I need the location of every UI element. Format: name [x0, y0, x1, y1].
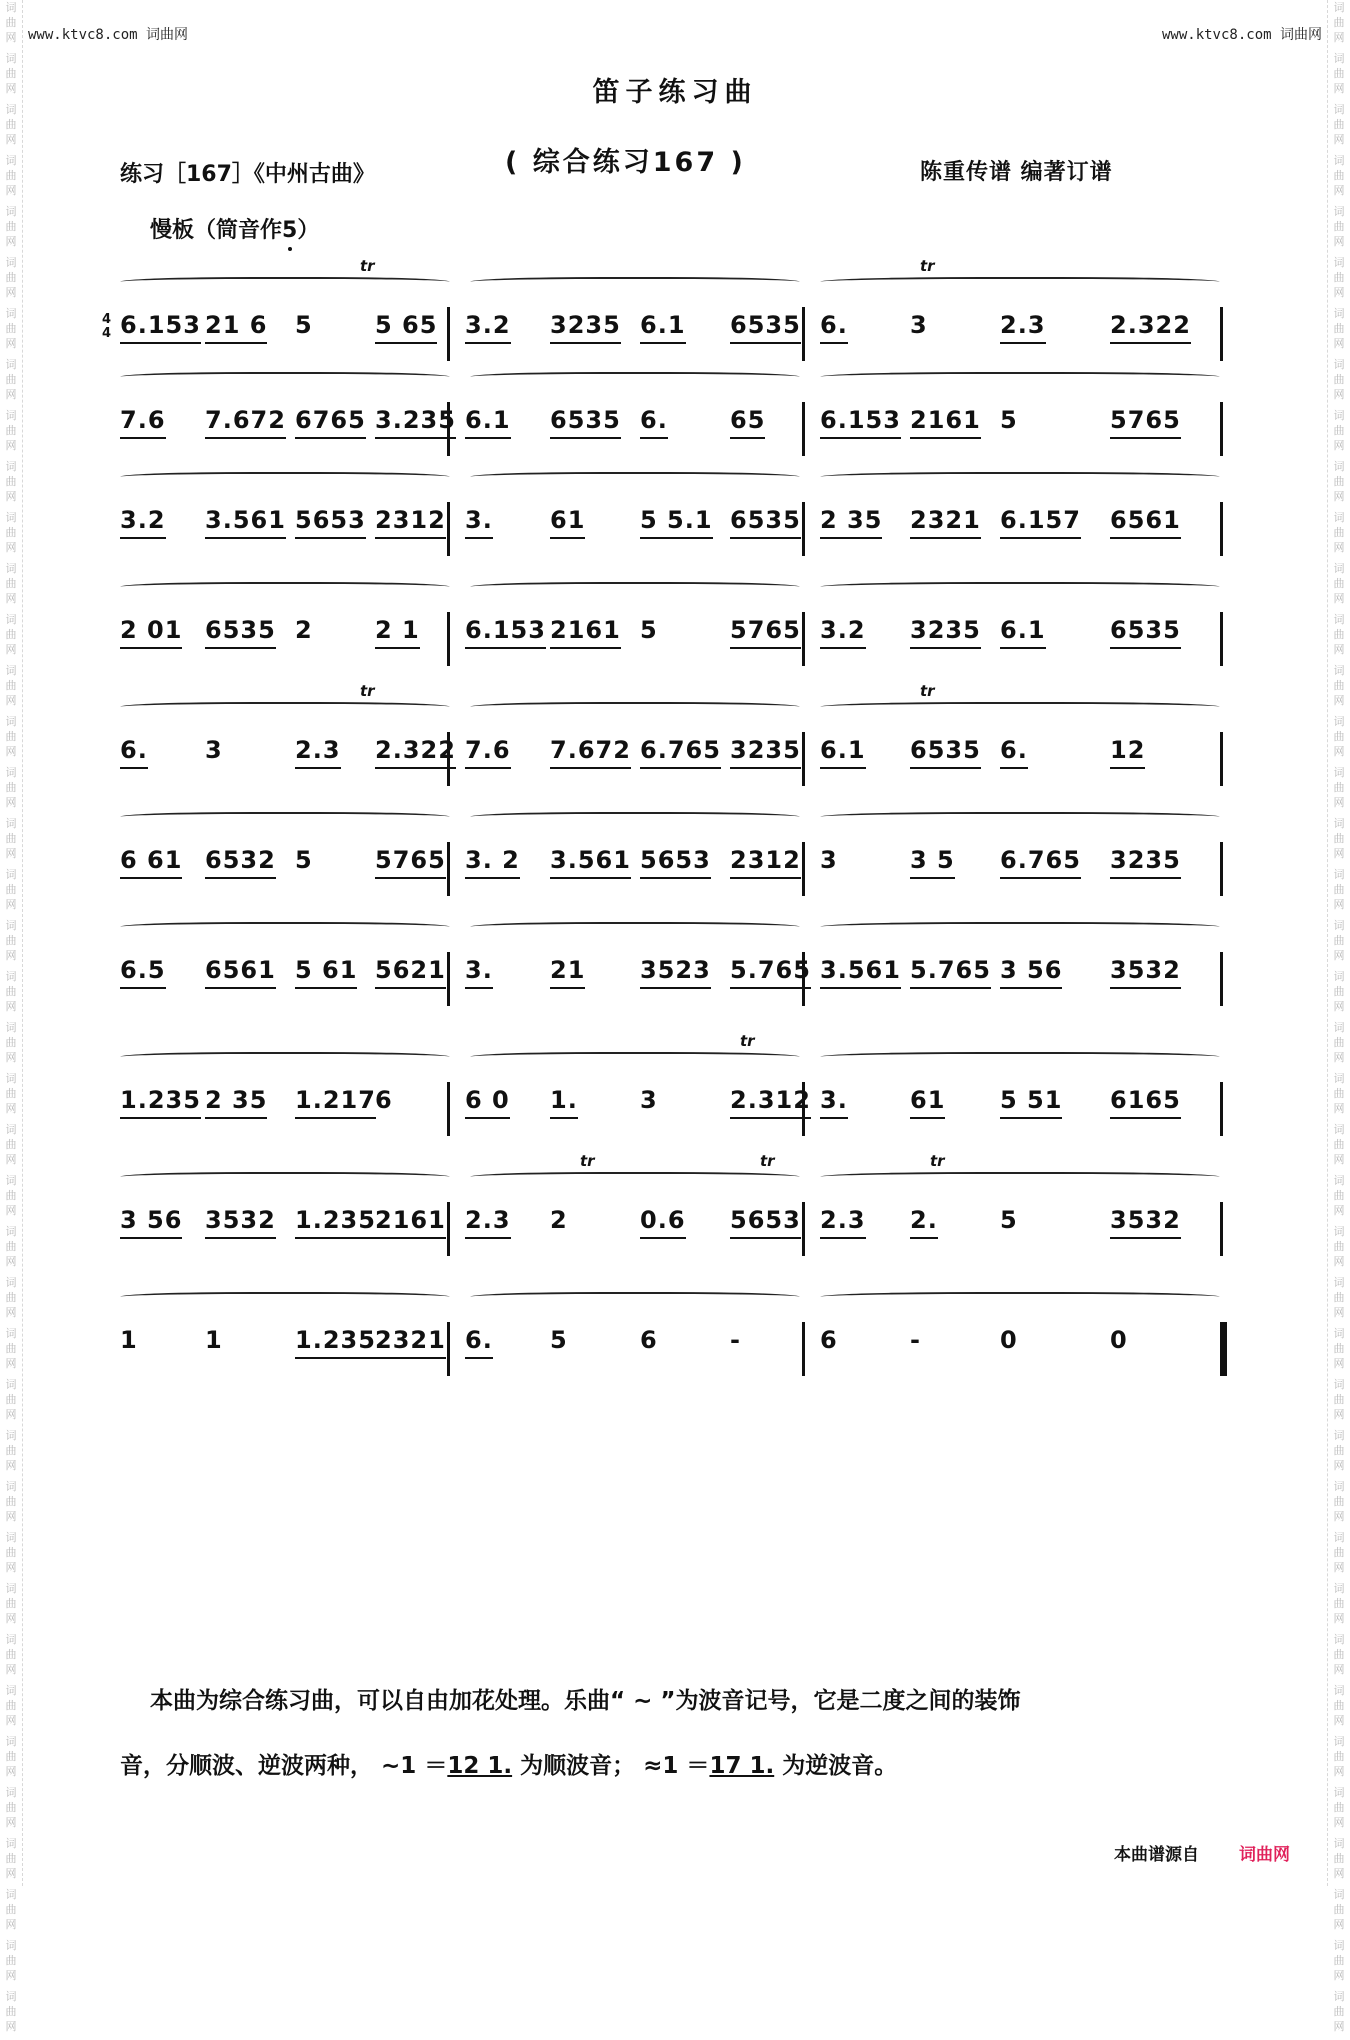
note-group: 6.157	[1000, 506, 1081, 534]
note-group: 1	[205, 1326, 223, 1354]
note-group: 3. 2	[465, 846, 520, 874]
note-group: 21	[550, 956, 586, 984]
note-group: 6.5	[120, 956, 166, 984]
note-group: 5765	[730, 616, 801, 644]
note-group: 7.672	[550, 736, 631, 764]
note-group: 61	[550, 506, 586, 534]
phrase-slur	[820, 582, 1220, 594]
eq1-lhs: 1	[400, 1753, 417, 1779]
barline	[1220, 732, 1223, 786]
score-row	[120, 790, 1228, 900]
note-group: 3	[910, 311, 928, 339]
note-group: 2	[295, 616, 313, 644]
explanation-line-1: 本曲为综合练习曲，可以自由加花处理。乐曲“ ~ ”为波音记号，它是二度之间的装饰	[150, 1688, 1021, 1714]
note-group: 5	[550, 1326, 568, 1354]
note-group: 6561	[205, 956, 276, 984]
footer-source: 本曲谱源自	[1114, 1845, 1199, 1865]
phrase-slur	[470, 472, 800, 484]
note-group: 7.6	[120, 406, 166, 434]
phrase-slur	[820, 1292, 1220, 1304]
phrase-slur	[120, 1292, 450, 1304]
note-group: 6	[640, 1326, 658, 1354]
phrase-slur	[820, 812, 1220, 824]
note-group: 3.2	[820, 616, 866, 644]
phrase-slur	[120, 702, 450, 714]
note-group: 2	[550, 1206, 568, 1234]
note-group: 6.	[1000, 736, 1028, 764]
barline	[447, 1322, 450, 1376]
note-group: 6 61	[120, 846, 183, 874]
phrase-slur	[470, 1172, 800, 1184]
phrase-slur	[820, 1052, 1220, 1064]
note-group: 0	[1000, 1326, 1018, 1354]
phrase-slur	[470, 1292, 800, 1304]
trill-mark: tr	[760, 1152, 775, 1170]
note-group: 6.1	[1000, 616, 1046, 644]
barline	[447, 1082, 450, 1136]
note-group: 3.	[465, 956, 493, 984]
note-group: 6.	[465, 1326, 493, 1354]
note-group: 65	[730, 406, 766, 434]
phrase-slur	[120, 812, 450, 824]
barline	[802, 612, 805, 666]
barline	[802, 1202, 805, 1256]
note-group: 6535	[1110, 616, 1181, 644]
score-row	[120, 1030, 1228, 1140]
note-group: 6 0	[465, 1086, 510, 1114]
note-group: 2.3	[820, 1206, 866, 1234]
note-group: 1.235	[120, 1086, 201, 1114]
note-group: 6.1	[820, 736, 866, 764]
note-group: 3 5	[910, 846, 955, 874]
barline	[1220, 952, 1223, 1006]
phrase-slur	[470, 277, 800, 289]
note-group: 6	[375, 1086, 393, 1114]
trill-mark: tr	[920, 257, 935, 275]
barline	[1220, 842, 1223, 896]
barline	[802, 502, 805, 556]
phrase-slur	[120, 1172, 450, 1184]
phrase-slur	[120, 922, 450, 934]
mordent-icon: ~	[381, 1753, 401, 1779]
note-group: 3532	[205, 1206, 276, 1234]
note-group: 6535	[730, 311, 801, 339]
note-group: 2161	[550, 616, 621, 644]
trill-mark: tr	[360, 257, 375, 275]
note-group: 5.765	[910, 956, 991, 984]
note-group: 2.312	[730, 1086, 811, 1114]
barline	[447, 402, 450, 456]
barline	[1220, 402, 1223, 456]
note-group: 61	[910, 1086, 946, 1114]
score-row	[120, 680, 1228, 790]
note-group: 3235	[550, 311, 621, 339]
trill-mark: tr	[920, 682, 935, 700]
note-group: 6165	[1110, 1086, 1181, 1114]
note-group: 0.6	[640, 1206, 686, 1234]
note-group: 5	[640, 616, 658, 644]
trill-mark: tr	[930, 1152, 945, 1170]
note-group: 1.	[550, 1086, 578, 1114]
phrase-slur	[470, 372, 800, 384]
eq1-label: 为顺波音；	[520, 1753, 636, 1779]
barline	[447, 732, 450, 786]
page-subtitle: ( 综合练习167 )	[505, 147, 746, 178]
phrase-slur	[470, 812, 800, 824]
phrase-slur	[120, 1052, 450, 1064]
footer-brand[interactable]: 词曲网	[1239, 1845, 1290, 1865]
phrase-slur	[820, 277, 1220, 289]
note-group: 2.3	[295, 736, 341, 764]
time-signature: 4 4	[102, 312, 112, 341]
note-group: 3235	[910, 616, 981, 644]
note-group: 6561	[1110, 506, 1181, 534]
eq2-label: 为逆波音。	[782, 1753, 898, 1779]
score-row	[120, 1150, 1228, 1260]
note-group: 5653	[640, 846, 711, 874]
watermark-top-left: www.ktvc8.com 词曲网	[28, 27, 189, 43]
note-group: 3.2	[465, 311, 511, 339]
note-group: 3235	[730, 736, 801, 764]
final-barline	[1220, 1322, 1227, 1376]
barline	[802, 1082, 805, 1136]
exercise-label: 练习［167］《中州古曲》	[120, 162, 375, 187]
barline	[1220, 502, 1223, 556]
phrase-slur	[470, 922, 800, 934]
phrase-slur	[120, 372, 450, 384]
note-group: 5 61	[295, 956, 358, 984]
note-group: 3.2	[120, 506, 166, 534]
note-group: 6.1	[465, 406, 511, 434]
note-group: 5621	[375, 956, 446, 984]
note-group: 2 35	[205, 1086, 268, 1114]
barline	[802, 1322, 805, 1376]
eq1-rhs: 12 1.	[447, 1753, 513, 1779]
note-group: 3	[640, 1086, 658, 1114]
note-group: 2161	[910, 406, 981, 434]
phrase-slur	[820, 372, 1220, 384]
note-group: 2 01	[120, 616, 183, 644]
note-group: 6.765	[1000, 846, 1081, 874]
note-group: 6535	[205, 616, 276, 644]
note-group: 6.153	[120, 311, 201, 339]
phrase-slur	[470, 582, 800, 594]
note-group: 3532	[1110, 956, 1181, 984]
note-group: 6.153	[465, 616, 546, 644]
trill-mark: tr	[360, 682, 375, 700]
barline	[447, 612, 450, 666]
right-watermark-strip: 词 曲 网 词 曲 网 词 曲 网 词 曲 网 词 曲 网 词 曲 网 词 曲 网 词 曲 网 词 曲 网 词 曲 网 词 曲 网 词 曲 网 词 曲 网 词 曲 网 词 曲 网 词 曲 网 词 曲 网 词 曲 网 词 曲 网 词 曲 网 词 曲 网 词 曲 网 词 曲 网 词 曲 网 词 曲 网 词 曲 网 词 曲 网 词 曲 网 词 曲 网 词 曲 网 词 曲 网 词 曲 网 词 曲 网 词 曲 网 词 曲 网 词 曲 网 词 曲 网 词 曲 网 词 曲 网 词 曲 网	[1327, 0, 1350, 1886]
barline	[447, 1202, 450, 1256]
note-group: 1.217	[295, 1086, 376, 1114]
note-group: 1	[120, 1326, 138, 1354]
note-group: 2.3	[465, 1206, 511, 1234]
eq2-rhs: 17 1.	[709, 1753, 775, 1779]
tempo-text: 慢板（筒音作	[150, 218, 283, 243]
barline	[802, 402, 805, 456]
score-row	[102, 255, 1228, 365]
left-watermark-strip: 词 曲 网 词 曲 网 词 曲 网 词 曲 网 词 曲 网 词 曲 网 词 曲 网 词 曲 网 词 曲 网 词 曲 网 词 曲 网 词 曲 网 词 曲 网 词 曲 网 词 曲 网 词 曲 网 词 曲 网 词 曲 网 词 曲 网 词 曲 网 词 曲 网 词 曲 网 词 曲 网 词 曲 网 词 曲 网 词 曲 网 词 曲 网 词 曲 网 词 曲 网 词 曲 网 词 曲 网 词 曲 网 词 曲 网 词 曲 网 词 曲 网 词 曲 网 词 曲 网 词 曲 网 词 曲 网 词 曲 网	[0, 0, 23, 1886]
note-group: 5	[1000, 1206, 1018, 1234]
barline	[447, 952, 450, 1006]
phrase-slur	[820, 922, 1220, 934]
explanation-text-a: 音，分顺波、逆波两种，	[120, 1753, 373, 1779]
note-group: 2321	[375, 1326, 446, 1354]
note-group: 2 35	[820, 506, 883, 534]
note-group: 2 1	[375, 616, 420, 644]
barline	[447, 502, 450, 556]
note-group: 5653	[730, 1206, 801, 1234]
note-group: 7.672	[205, 406, 286, 434]
note-group: 5 5.1	[640, 506, 713, 534]
watermark-top-right: www.ktvc8.com 词曲网	[1161, 27, 1322, 43]
note-group: 6765	[295, 406, 366, 434]
phrase-slur	[820, 1172, 1220, 1184]
phrase-slur	[120, 472, 450, 484]
tempo-close: ）	[297, 218, 320, 243]
note-group: 6.	[640, 406, 668, 434]
score-row	[120, 900, 1228, 1010]
note-group: 3.	[820, 1086, 848, 1114]
note-group: -	[730, 1326, 741, 1354]
note-group: 5	[295, 311, 313, 339]
note-group: 6.1	[640, 311, 686, 339]
note-group: 5765	[375, 846, 446, 874]
note-group: 5	[1000, 406, 1018, 434]
note-group: 6.765	[640, 736, 721, 764]
note-group: 6535	[550, 406, 621, 434]
note-group: 6532	[205, 846, 276, 874]
barline	[447, 842, 450, 896]
note-group: 5.765	[730, 956, 811, 984]
barline	[1220, 1202, 1223, 1256]
note-group: 6.	[820, 311, 848, 339]
note-group: 2.322	[1110, 311, 1191, 339]
barline	[802, 952, 805, 1006]
barline	[802, 842, 805, 896]
phrase-slur	[120, 582, 450, 594]
trill-mark: tr	[740, 1032, 755, 1050]
phrase-slur	[470, 702, 800, 714]
note-group: 3	[205, 736, 223, 764]
tempo-marking	[150, 213, 319, 244]
note-group: 2321	[910, 506, 981, 534]
note-group: 3.561	[550, 846, 631, 874]
note-group: 2.322	[375, 736, 456, 764]
note-group: 2161	[375, 1206, 446, 1234]
note-group: 6535	[730, 506, 801, 534]
note-group: 3.	[465, 506, 493, 534]
phrase-slur	[470, 1052, 800, 1064]
trill-mark: tr	[580, 1152, 595, 1170]
phrase-slur	[820, 472, 1220, 484]
note-group: 3	[820, 846, 838, 874]
note-group: 5	[295, 846, 313, 874]
note-group: 6.	[120, 736, 148, 764]
score-row	[120, 450, 1228, 560]
score-row	[120, 350, 1228, 460]
note-group: 3 56	[1000, 956, 1063, 984]
note-group: 2312	[375, 506, 446, 534]
note-group: 1.235	[295, 1326, 376, 1354]
note-group: 3523	[640, 956, 711, 984]
note-group: 3235	[1110, 846, 1181, 874]
note-group: 6.153	[820, 406, 901, 434]
barline	[1220, 1082, 1223, 1136]
explanation-line-2: 音，分顺波、逆波两种， ~1 ＝12 1. 为顺波音； ≈1 ＝17 1. 为逆波音。	[120, 1748, 1220, 1785]
credits: 陈重传谱 编著订谱	[920, 160, 1113, 185]
note-group: 3.235	[375, 406, 456, 434]
inverted-mordent-icon: ≈	[643, 1753, 663, 1779]
note-group: 2.3	[1000, 311, 1046, 339]
note-group: 5 65	[375, 311, 438, 339]
note-group: 0	[1110, 1326, 1128, 1354]
note-group: 3.561	[820, 956, 901, 984]
note-group: 5 51	[1000, 1086, 1063, 1114]
note-group: 3 56	[120, 1206, 183, 1234]
tempo-note: 5	[282, 218, 298, 243]
barline	[1220, 612, 1223, 666]
score-row	[120, 1270, 1228, 1380]
note-group: 5653	[295, 506, 366, 534]
score-row	[120, 560, 1228, 670]
note-group: 12	[1110, 736, 1146, 764]
note-group: 7.6	[465, 736, 511, 764]
note-group: 3.561	[205, 506, 286, 534]
note-group: 3532	[1110, 1206, 1181, 1234]
note-group: -	[910, 1326, 921, 1354]
barline	[802, 732, 805, 786]
note-group: 1.235	[295, 1206, 376, 1234]
footer	[1114, 1840, 1290, 1865]
note-group: 6	[820, 1326, 838, 1354]
note-group: 21 6	[205, 311, 268, 339]
phrase-slur	[120, 277, 450, 289]
note-group: 2312	[730, 846, 801, 874]
note-group: 6535	[910, 736, 981, 764]
note-group: 5765	[1110, 406, 1181, 434]
page-title: 笛子练习曲	[592, 77, 758, 108]
eq2-lhs: 1	[662, 1753, 679, 1779]
note-group: 2.	[910, 1206, 938, 1234]
phrase-slur	[820, 702, 1220, 714]
